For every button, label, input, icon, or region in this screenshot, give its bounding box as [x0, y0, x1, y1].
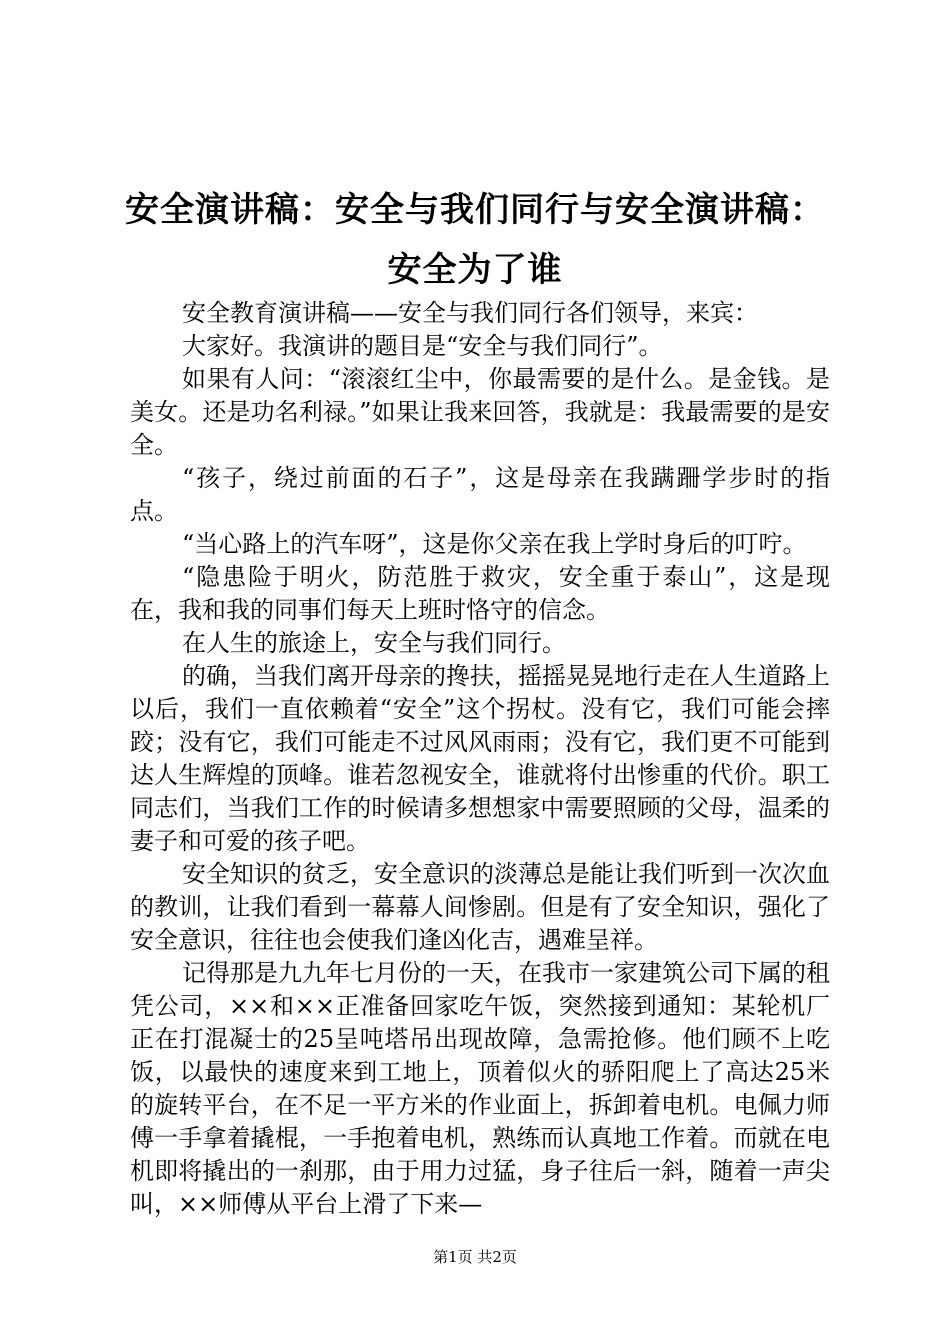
document-title-line-1: 安全演讲稿：安全与我们同行与安全演讲稿：	[125, 190, 825, 230]
paragraph-8: 的确，当我们离开母亲的搀扶，摇摇晃晃地行走在人生道路上以后，我们一直依赖着“安全”这个拐杖。没有它，我们可能会摔跤；没有它，我们可能走不过风风雨雨；没有它，我们更不可能到达人生辉煌的顶峰。谁若忽视安全，谁就将付出惨重的代价。职工同志们，当我们工作的时候请多想想家中需要照顾的父母，温柔的妻子和可爱的孩子吧。	[130, 662, 830, 855]
paragraph-1: 安全教育演讲稿——安全与我们同行各们领导，来宾：	[182, 299, 758, 327]
paragraph-3: 如果有人问：“滚滚红尘中，你最需要的是什么。是金钱。是美女。还是功名利禄。”如果让我来回答，我就是：我最需要的是安全。	[130, 365, 830, 459]
document-body	[130, 297, 830, 1221]
paragraph-5: “当心路上的汽车呀”，这是你父亲在我上学时身后的叮咛。	[182, 530, 807, 558]
document-title-line-2: 安全为了谁	[387, 250, 563, 290]
page-footer: 第1页 共2页	[433, 1248, 517, 1266]
paragraph-2: 大家好。我演讲的题目是“安全与我们同行”。	[182, 332, 663, 360]
paragraph-9: 安全知识的贫乏，安全意识的淡薄总是能让我们听到一次次血的教训，让我们看到一幕幕人间惨剧。但是有了安全知识，强化了安全意识，往往也会使我们逢凶化吉，遇难呈祥。	[130, 860, 830, 954]
paragraph-10: 记得那是九九年七月份的一天，在我市一家建筑公司下属的租凭公司，××和××正准备回家吃午饭，突然接到通知：某轮机厂正在打混凝士的25呈吨塔吊出现故障，急需抢修。他们顾不上吃饭，以最快的速度来到工地上，顶着似火的骄阳爬上了高达25米的旋转平台，在不足一平方米的作业面上，拆卸着电机。电佩力师傅一手拿着撬棍，一手抱着电机，熟练而认真地工作着。而就在电机即将撬出的一刹那，由于用力过猛，身子往后一斜，随着一声尖叫，××师傅从平台上滑了下来—	[130, 959, 830, 1218]
paragraph-7: 在人生的旅途上，安全与我们同行。	[182, 629, 566, 657]
paragraph-6: “隐患险于明火，防范胜于救灾，安全重于泰山”，这是现在，我和我的同事们每天上班时恪守的信念。	[130, 563, 830, 624]
paragraph-4: “孩子，绕过前面的石子”，这是母亲在我蹒跚学步时的指点。	[130, 464, 830, 525]
